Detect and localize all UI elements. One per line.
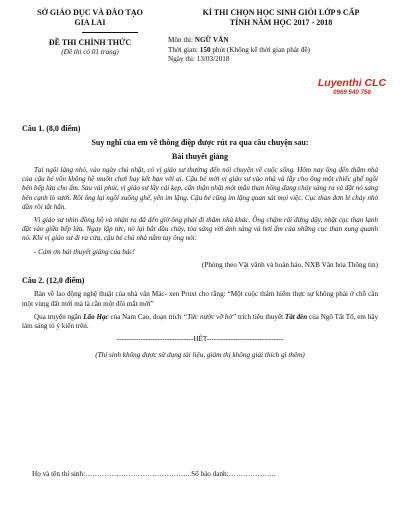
candidate-name-and-number: Họ và tên thí sinh:…………………………………….. Số báo danh:……………….. (32, 470, 276, 478)
work-tuc-nuoc-vo-bo: “Tức nước vỡ bờ” (183, 312, 237, 321)
header-divider (82, 32, 138, 33)
time-suffix: phút (Không kể thời gian phát đề) (210, 45, 310, 54)
issuer-block (20, 8, 160, 58)
work-lao-hac: Lão Hạc (83, 312, 109, 321)
question-2-quote: Bàn về lao động nghệ thuật của nhà văn Mác- xen Pruxt cho rằng: “Một cuộc thám hiểm thực sự không phải ở chỗ cần một vùng đất mới mà là cần một đôi mắt mới” (22, 290, 378, 308)
story-paragraph-2: Vị giáo sư nhìn đồng hồ và nhận ra đã đến giờ ông phải đi thăm nhà khác. Ông chậm rãi đứng dậy, nhặt cục than lạnh đặt vào giữa bếp lửa. Ngay lập tức, nó lại bắt đầu cháy, tỏa sáng với ánh sáng và hơi ấm của những cục than xung quanh nó. Khi vị giáo sư đi ra cửa, cậu bé chủ nhà nắm tay ông nói: (22, 216, 378, 243)
time-value: 150 (199, 45, 211, 54)
story-title: Bài thuyết giảng (171, 152, 228, 161)
page-count-note: (Đề thi có 01 trang) (61, 48, 119, 56)
subject-value: NGỮ VĂN (194, 36, 229, 44)
question-2-paragraph-2 (22, 313, 378, 331)
exam-date: Ngày thi: 13/03/2018 (168, 55, 230, 64)
question-1-heading: Câu 1. (8,0 điểm) (22, 124, 81, 133)
brand-watermark (308, 78, 396, 96)
q2-text-a: Qua truyện ngắn (34, 312, 84, 321)
end-marker: --------------------------------HẾT-------------------------------- (116, 335, 284, 344)
province-name: GIA LAI (74, 18, 106, 27)
time-line (168, 46, 394, 56)
exam-title-line2: TỈNH NĂM HỌC 2017 - 2018 (229, 18, 333, 27)
exam-title-line1: KÌ THI CHỌN HỌC SINH GIỎI LỚP 9 CẤP (202, 8, 360, 17)
q2-text-c: trích tiểu thuyết (236, 312, 285, 321)
question-1-prompt: Suy nghĩ của em về thông điệp được rút ra qua câu chuyện sau: (91, 138, 309, 147)
subject-line (168, 36, 394, 46)
q2-text-b: của Nam Cao, đoạn trích (108, 312, 184, 321)
brand-phone: 0969 540 758 (333, 89, 371, 96)
brand-name: Luyenthi CLC (317, 77, 387, 89)
department-name: SỞ GIÁO DỤC VÀ ĐÀO TẠO (37, 8, 143, 17)
work-tat-den: Tắt đèn (284, 312, 308, 321)
time-label: Thời gian: (168, 45, 200, 54)
story-source: (Phỏng theo Vật vãnh và hoàn hảo, NXB Văn hóa Thông tin) (201, 260, 378, 269)
subject-label: Môn thi: (168, 36, 195, 44)
story-paragraph-1: Tại ngôi làng nhỏ, vào ngày chủ nhật, có vị giáo sư thường đến nói chuyện về cuộc sống. Hôm nay ông đến thăm nhà của cậu bé vốn không hề muốn chơi hay kết bạn với ai. Cậu bé mời vị giáo sư vào nhà và lấy cho ông một chiếc ghế ngồi bên bếp lửa cho ấm. Sau vài phút, vị giáo sư lấy cái kẹp, cẩn thận nhặt một mẩu than hồng đang cháy sáng ra và đặt nó sang bên cạnh lò sưởi. Rồi ông lại ngồi xuống ghế, yên im lặng. Cậu bé cũng im lặng quan sát mọi việc. Cục than đơn lẻ cháy nhỏ dần rồi tắt hẳn. (22, 166, 378, 211)
exam-body (22, 124, 378, 360)
question-2-paragraph-1 (22, 290, 378, 308)
q2-text-d: của Ngô Tất Tố, em hãy làm sáng tỏ ý kiến trên. (22, 312, 378, 331)
question-2-heading: Câu 2. (12,0 điểm) (22, 276, 85, 286)
official-exam-label: ĐỀ THI CHÍNH THỨC (48, 38, 132, 47)
candidate-info-line (32, 470, 382, 478)
exam-info-block (168, 8, 394, 65)
proctor-note: (Thí sinh không được sử dụng tài liệu, giám thị không giải thích gì thêm) (95, 350, 305, 359)
story-quote: - Cám ơn bài thuyết giảng của bác! (34, 247, 135, 256)
